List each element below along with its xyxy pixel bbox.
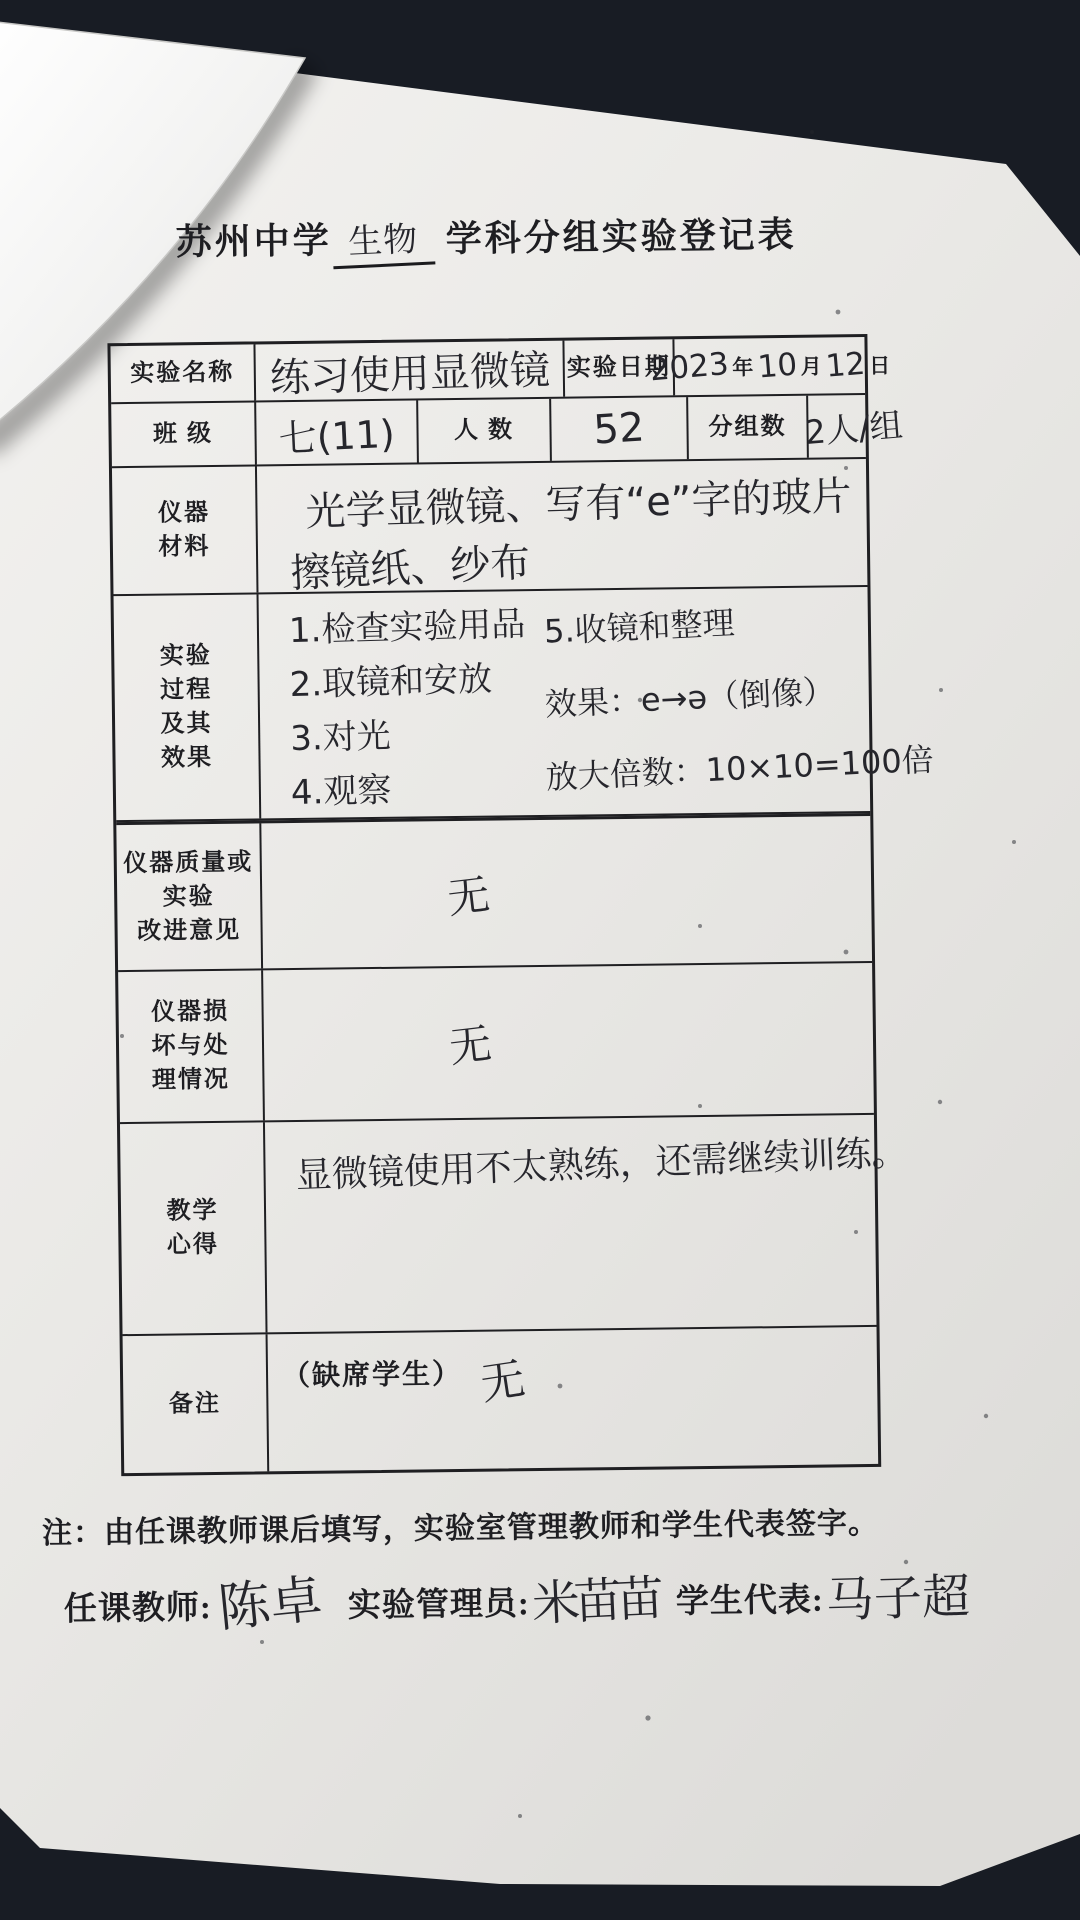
date-year: 2023 xyxy=(648,345,730,389)
reflection-value: 显微镜使用不太熟练，还需继续训练。 xyxy=(295,1132,909,1197)
absent-students-prefix: （缺席学生） xyxy=(281,1358,463,1393)
title-rest: 学科分组实验登记表 xyxy=(445,214,797,260)
process-content xyxy=(259,587,935,818)
count-label: 人 数 xyxy=(418,399,552,463)
process-effect: 效果：e→ǝ（倒像） xyxy=(544,672,836,724)
row-damage xyxy=(118,963,874,1124)
footer-note: 注：由任课教师课后填写，实验室管理教师和学生代表签字。 xyxy=(41,1506,880,1551)
subject-handwritten: 生物 xyxy=(330,210,434,269)
process-label: 实验 过程 及其 效果 xyxy=(114,594,262,820)
damage-label: 仪器损 坏与处 理情况 xyxy=(118,970,265,1122)
row-reflection xyxy=(120,1115,909,1336)
row-class-info xyxy=(111,395,905,468)
form-title xyxy=(106,206,867,270)
teacher-label: 任课教师: xyxy=(63,1590,213,1628)
class-label: 班 级 xyxy=(111,402,257,466)
row-process xyxy=(114,587,935,822)
day-unit: 日 xyxy=(869,353,891,378)
count-value: 52 xyxy=(592,404,646,454)
row-materials xyxy=(112,459,868,596)
manager-signature: 米苗苗 xyxy=(530,1570,660,1633)
group-label: 分组数 xyxy=(688,396,809,459)
experiment-date-value xyxy=(648,337,891,395)
row-experiment-name xyxy=(110,337,891,404)
class-value: 七(11) xyxy=(277,411,396,461)
materials-content xyxy=(257,459,867,598)
date-day: 12 xyxy=(824,345,867,385)
row-remarks xyxy=(123,1327,879,1473)
experiment-form-table xyxy=(107,334,935,1476)
student-label: 学生代表: xyxy=(675,1582,825,1621)
signature-line xyxy=(63,1562,1074,1639)
materials-label: 仪器 材料 xyxy=(112,466,259,594)
experiment-date-label: 实验日期 xyxy=(564,339,675,396)
materials-line2: 擦镜纸、纱布 xyxy=(289,539,532,598)
process-magnification: 放大倍数：10×10=100倍 xyxy=(544,740,935,797)
group-value: 2人/组 xyxy=(803,404,905,452)
process-step: 5.收镜和整理 xyxy=(543,603,736,651)
date-month: 10 xyxy=(755,346,799,386)
row-quality xyxy=(116,813,872,972)
process-step: 1.检查实验用品 xyxy=(288,604,526,652)
student-signature: 马子超 xyxy=(825,1568,971,1629)
process-steps-left xyxy=(289,599,528,818)
teacher-signature: 陈卓 xyxy=(215,1569,326,1640)
school-name: 苏州中学 xyxy=(175,220,332,263)
quality-label: 仪器质量或 实验 改进意见 xyxy=(116,823,263,970)
process-steps-right xyxy=(544,600,935,824)
process-step: 2.取镜和安放 xyxy=(289,659,493,706)
manager-label: 实验管理员: xyxy=(347,1586,531,1625)
remarks-label: 备注 xyxy=(123,1334,270,1473)
process-step: 3.对光 xyxy=(289,716,392,760)
experiment-name-label: 实验名称 xyxy=(110,344,256,402)
month-unit: 月 xyxy=(800,354,822,379)
damage-value: 无 xyxy=(446,1018,495,1073)
materials-line1: 光学显微镜、写有“e”字的玻片 xyxy=(304,473,853,536)
year-unit: 年 xyxy=(732,355,754,380)
remarks-content xyxy=(268,1327,879,1471)
reflection-label: 教学 心得 xyxy=(120,1122,268,1334)
process-step: 4.观察 xyxy=(290,770,392,814)
remarks-value: 无 xyxy=(477,1353,529,1411)
quality-value: 无 xyxy=(444,869,493,923)
experiment-name-value: 练习使用显微镜 xyxy=(268,346,551,402)
